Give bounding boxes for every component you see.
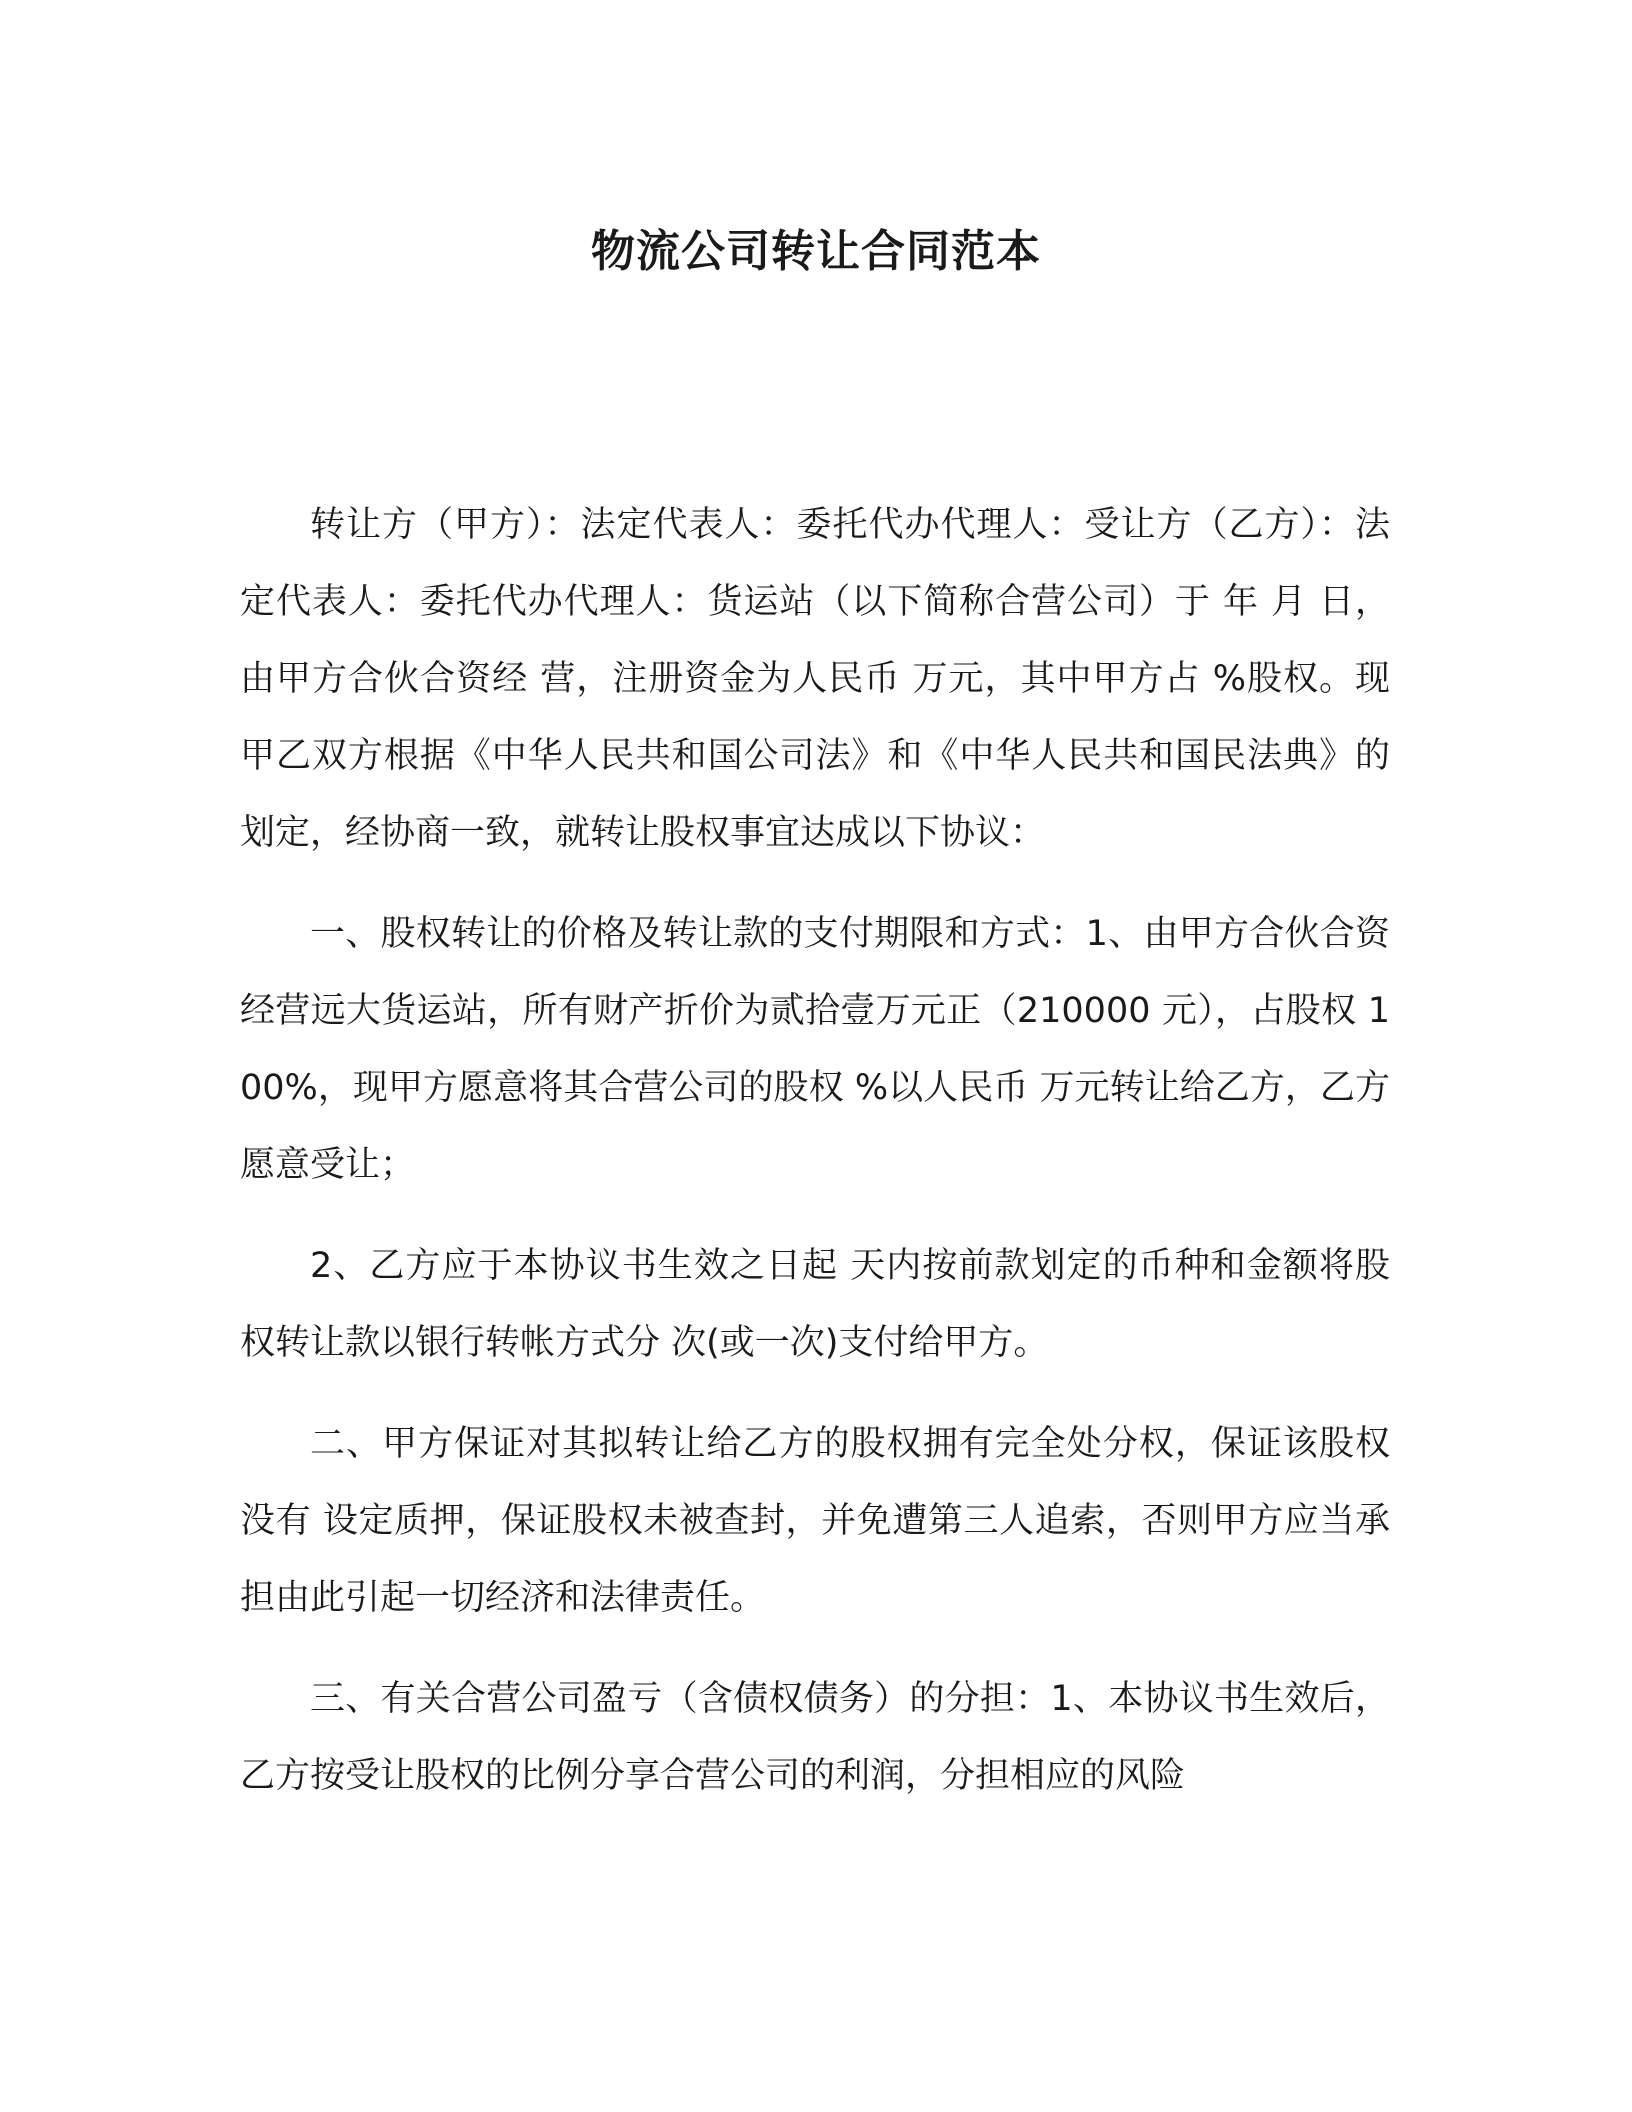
paragraph-clause-2: 二、甲方保证对其拟转让给乙方的股权拥有完全处分权，保证该股权没有 设定质押，保证股权未被查封，并免遭第三人追索，否则甲方应当承担由此引起一切经济和法律责任。 bbox=[240, 1424, 1390, 1618]
document-title: 物流公司转让合同范本 bbox=[591, 226, 1041, 277]
paragraph-clause-1-2: 2、乙方应于本协议书生效之日起 天内按前款划定的币种和金额将股权转让款以银行转帐方式分 次(或一次)支付给甲方。 bbox=[240, 1246, 1390, 1363]
paragraph-clause-3: 三、有关合营公司盈亏（含债权债务）的分担：1、本协议书生效后，乙方按受让股权的比例分享合营公司的利润，分担相应的风险 bbox=[240, 1679, 1390, 1796]
document-body bbox=[240, 487, 1390, 1815]
paragraph-clause-1: 一、股权转让的价格及转让款的支付期限和方式：1、由甲方合伙合资经营远大货运站，所有财产折价为贰拾壹万元正（210000 元），占股权 100%，现甲方愿意将其合营公司的股权 %以人民币 万元转让给乙方，乙方愿意受让； bbox=[240, 914, 1390, 1185]
paragraph-preamble: 转让方（甲方）：法定代表人：委托代办代理人：受让方（乙方）：法定代表人：委托代办代理人：货运站（以下简称合营公司）于 年 月 日，由甲方合伙合资经 营，注册资金为人民币 万元，其中甲方占 %股权。现甲乙双方根据《中华人民共和国公司法》和《中华人民共和国民法典》的划定，经协商一致，就转让股权事宜达成以下协议： bbox=[240, 505, 1390, 853]
